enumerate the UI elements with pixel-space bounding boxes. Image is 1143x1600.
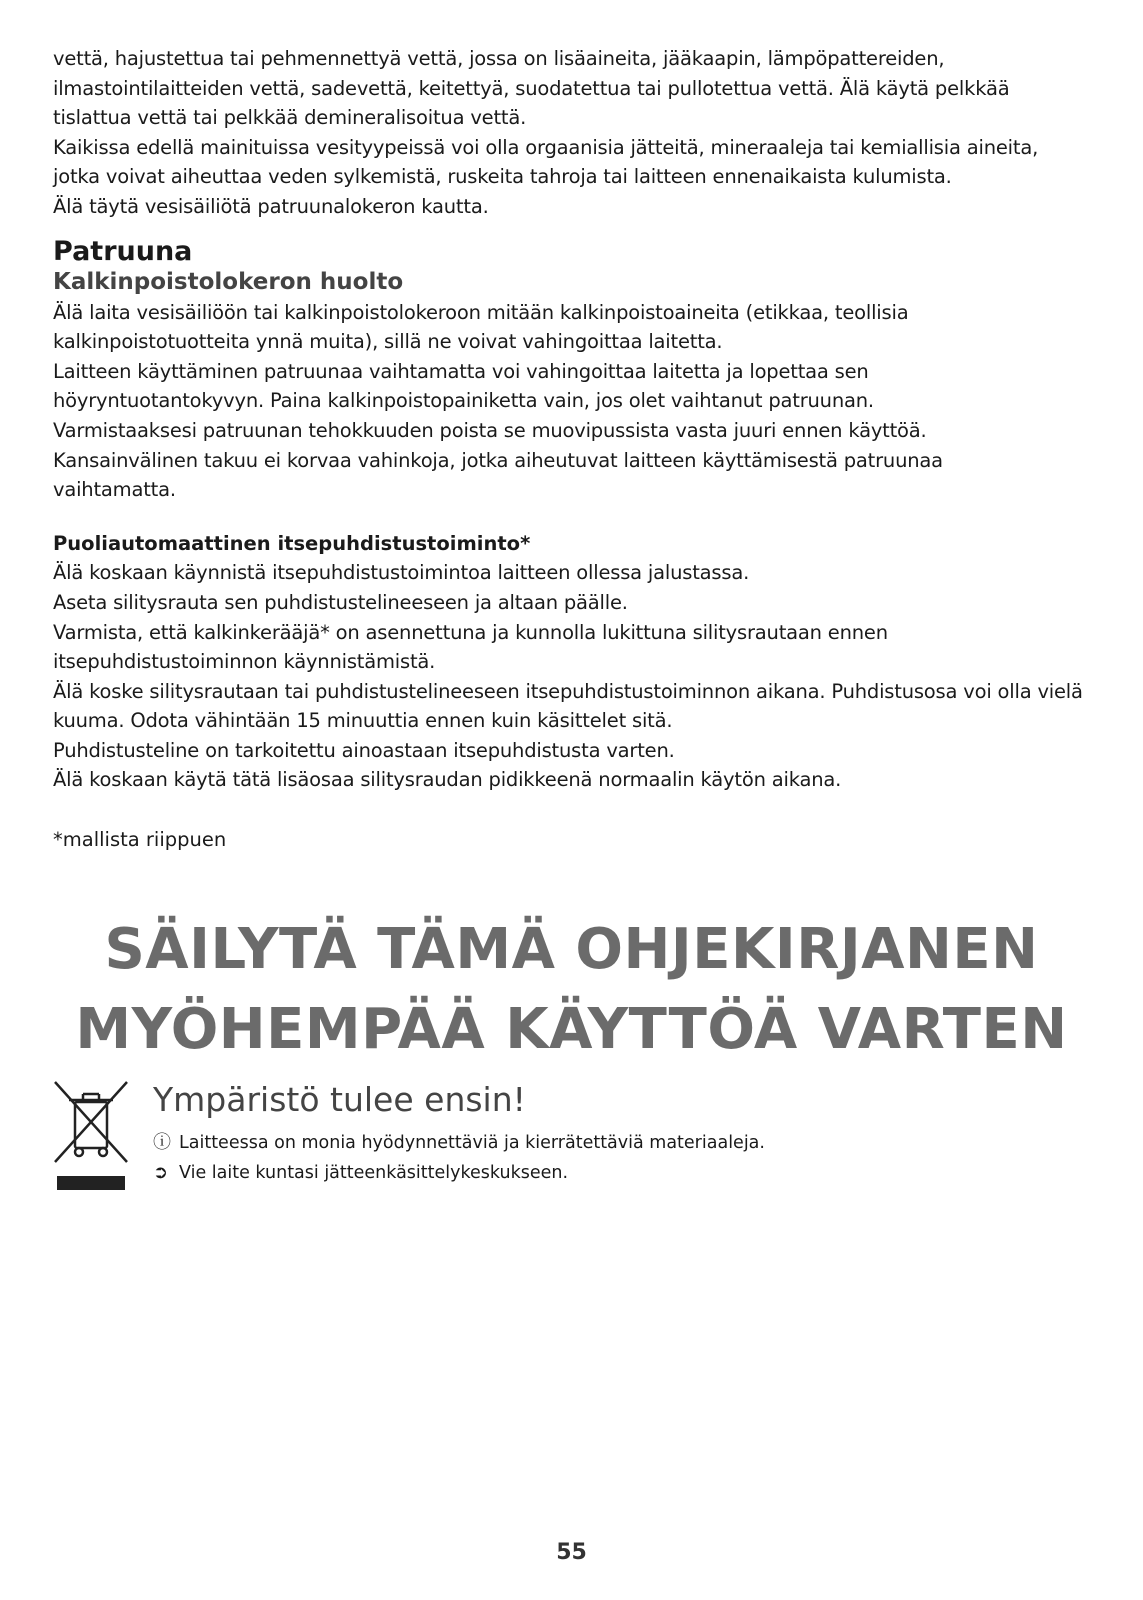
self-clean-line: Puhdistusteline on tarkoitettu ainoastaan itsepuhdistusta varten. — [53, 738, 675, 762]
page-number: 55 — [556, 1540, 587, 1565]
section-subheading-descaling: Kalkinpoistolokeron huolto — [53, 268, 404, 295]
intro-line: vettä, hajustettua tai pehmennettyä vettä, jossa on lisäaineita, jääkaapin, lämpöpattereiden, — [53, 47, 945, 70]
cartridge-line: kalkinpoistotuotteita ynnä muita), sillä ne voivat vahingoittaa laitetta. — [53, 330, 723, 354]
crossed-bin-icon — [53, 1080, 133, 1192]
section-heading-self-clean: Puoliautomaattinen itsepuhdistustoiminto* — [53, 531, 531, 555]
intro-line: jotka voivat aiheuttaa veden sylkemistä, ruskeita tahroja tai laitteen ennenaikaista kulumista. — [53, 165, 952, 189]
environment-list — [153, 1128, 765, 1188]
self-clean-line: kuuma. Odota vähintään 15 minuuttia ennen kuin käsittelet sitä. — [53, 709, 673, 733]
banner-line-2: MYÖHEMPÄÄ KÄYTTÖÄ VARTEN — [75, 997, 1068, 1062]
self-clean-line: Varmista, että kalkinkerääjä* on asennettuna ja kunnolla lukittuna silitysrautaan ennen — [53, 620, 888, 644]
cartridge-line: Varmistaaksesi patruunan tehokkuuden poista se muovipussista vasta juuri ennen käyttöä. — [53, 418, 927, 442]
intro-line: ilmastointilaitteiden vettä, sadevettä, keitettyä, suodatettua tai pullotettua vettä. Älä käytä pelkkää — [53, 76, 1010, 100]
banner-line-1: SÄILYTÄ TÄMÄ OHJEKIRJANEN — [104, 917, 1039, 982]
arrow-icon: ➲ — [153, 1162, 169, 1183]
list-item — [153, 1128, 765, 1158]
self-clean-line: itsepuhdistustoiminnon käynnistämistä. — [53, 650, 436, 674]
keep-manual-banner — [0, 910, 1143, 1070]
intro-line: Älä täytä vesisäiliötä patruunalokeron kautta. — [53, 194, 489, 218]
footnote: *mallista riippuen — [53, 828, 227, 852]
list-item-text: Vie laite kuntasi jätteenkäsittelykeskukseen. — [179, 1163, 569, 1183]
environment-title: Ympäristö tulee ensin! — [153, 1080, 526, 1119]
cartridge-line: Älä laita vesisäiliöön tai kalkinpoistolokeroon mitään kalkinpoistoaineita (etikkaa, teollisia — [53, 300, 909, 324]
self-clean-line: Älä koske silitysrautaan tai puhdistustelineeseen itsepuhdistustoiminnon aikana. Puhdistusosa voi olla vielä — [53, 679, 1083, 703]
list-item — [153, 1158, 765, 1188]
self-clean-line: Älä koskaan käynnistä itsepuhdistustoimintoa laitteen ollessa jalustassa. — [53, 561, 750, 585]
cartridge-line: vaihtamatta. — [53, 478, 176, 502]
cartridge-line: Laitteen käyttäminen patruunaa vaihtamatta voi vahingoittaa laitetta ja lopettaa sen — [53, 359, 869, 383]
cartridge-line: höyryntuotantokyvyn. Paina kalkinpoistopainiketta vain, jos olet vaihtanut patruunan. — [53, 389, 874, 413]
section-heading-cartridge: Patruuna — [53, 235, 193, 267]
environment-section — [53, 1080, 1113, 1200]
intro-line: tislattua vettä tai pelkkää demineralisoitua vettä. — [53, 106, 527, 130]
page-content — [53, 44, 1113, 855]
intro-line: Kaikissa edellä mainituissa vesityypeissä voi olla orgaanisia jätteitä, mineraaleja tai kemiallisia aineita, — [53, 135, 1039, 159]
list-item-text: Laitteessa on monia hyödynnettäviä ja kierrätettäviä materiaaleja. — [179, 1133, 765, 1153]
info-icon: ⓘ — [153, 1132, 171, 1153]
cartridge-line: Kansainvälinen takuu ei korvaa vahinkoja, jotka aiheutuvat laitteen käyttämisestä patruunaa — [53, 448, 943, 472]
self-clean-line: Älä koskaan käytä tätä lisäosaa silitysraudan pidikkeenä normaalin käytön aikana. — [53, 768, 842, 792]
self-clean-line: Aseta silitysrauta sen puhdistustelineeseen ja altaan päälle. — [53, 590, 628, 614]
